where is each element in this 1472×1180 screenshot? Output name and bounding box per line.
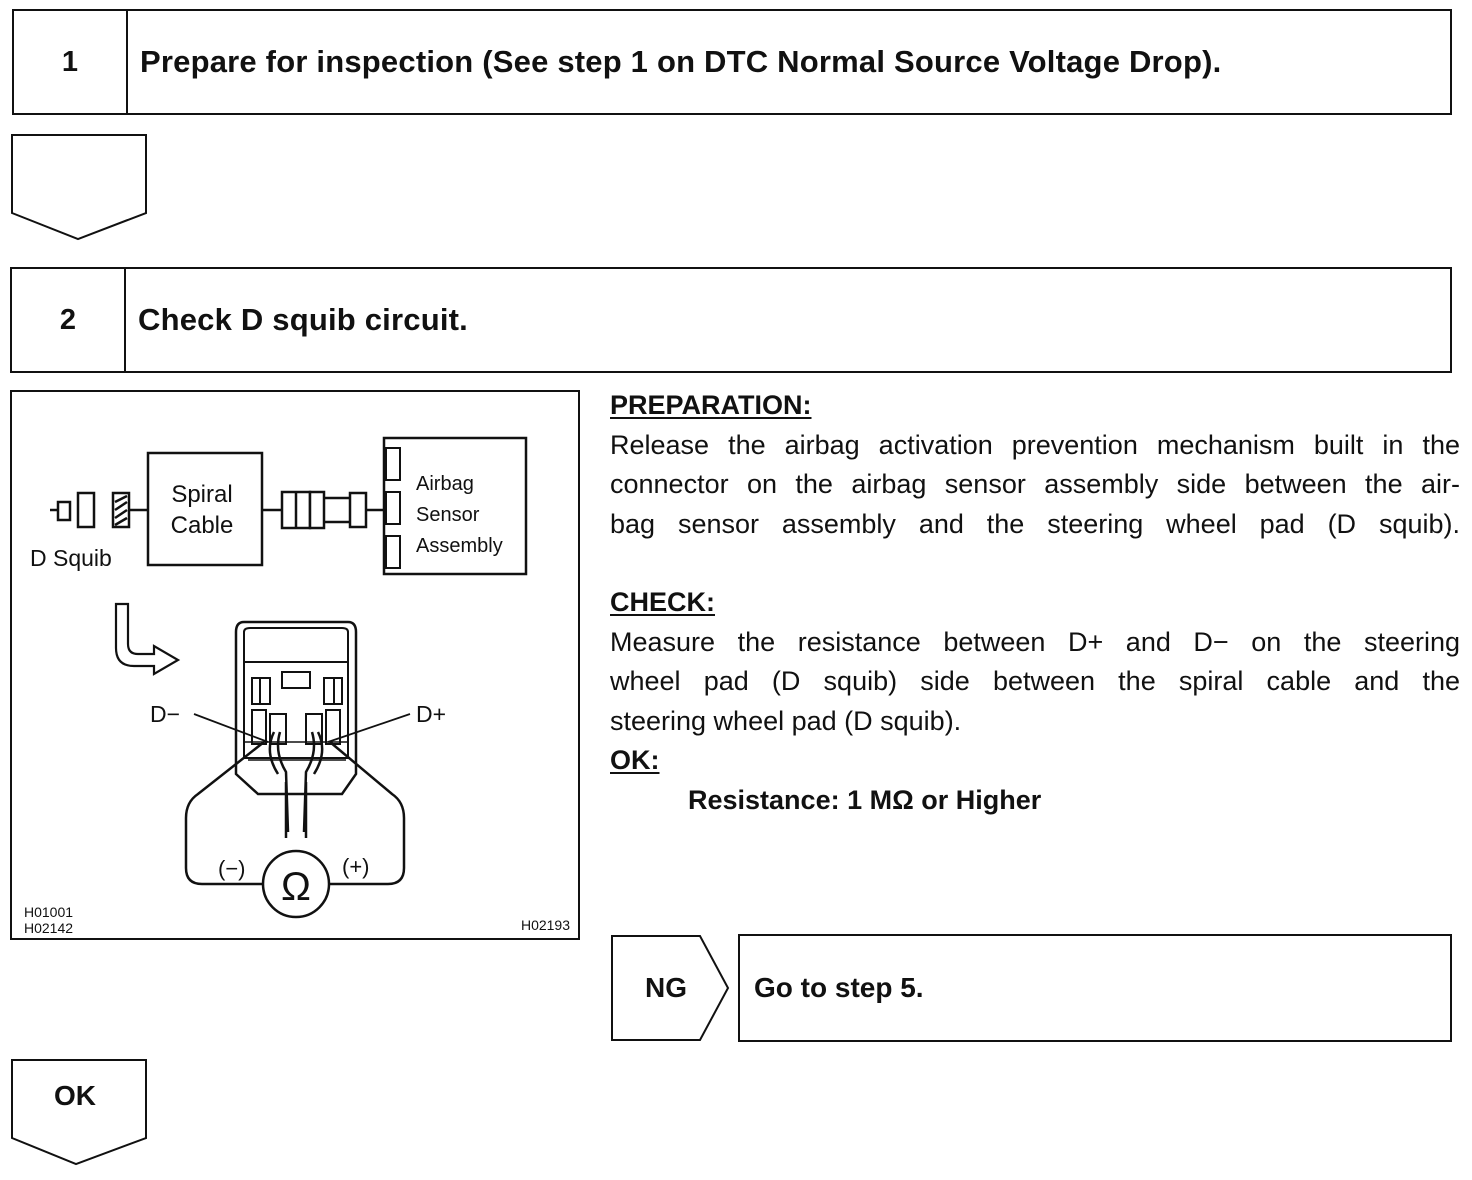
spiral-cable-label-1: Spiral [171,481,233,508]
preparation-line-2: connector on the airbag sensor assembly side between the air- [610,469,1460,499]
ng-result-box: Go to step 5. [738,934,1452,1042]
check-line-3: steering wheel pad (D squib). [610,705,962,736]
step-2-box [10,267,1452,373]
d-minus-label: D− [150,701,181,727]
ng-branch [610,934,1452,1042]
spiral-cable-box [148,453,262,565]
figure-code-2: H02142 [24,920,74,936]
flow-arrow-1 [10,133,148,243]
d-squib-connector [50,493,148,527]
check-line-2: wheel pad (D squib) side between the spiral cable and the [610,666,1460,696]
airbag-label-1: Airbag [416,473,474,495]
ok-arrow [10,1058,148,1168]
spiral-cable-label-2: Cable [170,512,234,539]
airbag-label-3: Assembly [416,535,503,557]
step-2-title: Check D squib circuit. [138,302,468,337]
minus-lead-label: (−) [218,856,246,881]
sensor-connector-chain [262,492,384,528]
ok-label: OK [54,1080,96,1111]
squib-connector-body [236,622,356,794]
step-1-box [12,9,1452,115]
ng-label: NG [645,972,687,1003]
preparation-line-3: bag sensor assembly and the steering wheel pad (D squib). [610,508,1460,539]
curved-arrow-icon [116,604,178,674]
step-2-number: 2 [12,269,126,371]
step-1-title: Prepare for inspection (See step 1 on DTC Normal Source Voltage Drop). [140,44,1222,79]
step-1-number: 1 [14,11,128,113]
figure-code-3: H02193 [520,917,570,933]
circuit-figure [10,390,580,940]
ohm-symbol: Ω [281,865,311,909]
ok-heading: OK: [610,745,660,775]
preparation-heading: PREPARATION: [610,390,812,420]
resistance-spec: Resistance: 1 MΩ or Higher [688,784,1042,815]
plus-lead-label: (+) [342,854,370,879]
instructions-column [610,386,1460,820]
airbag-label-2: Sensor [416,504,480,526]
figure-code-1: H01001 [24,904,74,920]
d-squib-label: D Squib [30,545,112,571]
check-heading: CHECK: [610,587,715,617]
d-plus-label: D+ [416,701,447,727]
check-line-1: Measure the resistance between D+ and D− on the steering [610,626,1460,657]
circuit-diagram [12,392,578,938]
preparation-line-1: Release the airbag activation prevention mechanism built in the [610,429,1460,460]
